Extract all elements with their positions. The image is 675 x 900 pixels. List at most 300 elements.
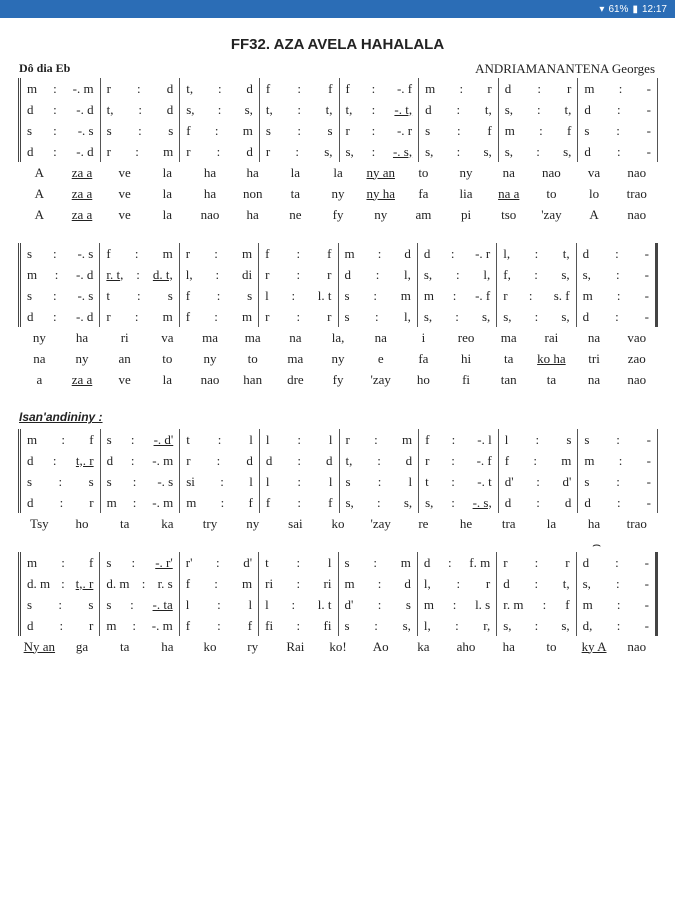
measure bbox=[259, 471, 339, 492]
lyric-syllable: ha bbox=[75, 329, 89, 345]
note: m bbox=[162, 245, 173, 261]
beat-separator: : bbox=[456, 101, 461, 117]
note: r bbox=[106, 80, 111, 96]
note: -. d' bbox=[153, 431, 174, 447]
note: f bbox=[328, 80, 333, 96]
note: d, bbox=[582, 617, 593, 633]
note: l, bbox=[423, 575, 431, 591]
measure bbox=[339, 471, 419, 492]
lyric-syllable: an bbox=[118, 350, 131, 366]
note: -. f bbox=[396, 80, 413, 96]
lyric-syllable: ve bbox=[118, 185, 131, 201]
note: l, bbox=[185, 266, 193, 282]
voice-row bbox=[18, 264, 658, 285]
measure bbox=[338, 264, 417, 285]
beat-separator: : bbox=[377, 245, 382, 261]
note: s, bbox=[345, 494, 354, 510]
beat-separator: : bbox=[615, 245, 619, 261]
note: -. f bbox=[476, 452, 492, 468]
measure bbox=[496, 615, 575, 636]
note: l, bbox=[404, 266, 411, 282]
measure bbox=[179, 573, 258, 594]
lyric-syllable: nao bbox=[200, 206, 220, 222]
measure bbox=[498, 429, 578, 450]
measure bbox=[577, 120, 658, 141]
measure bbox=[498, 492, 578, 513]
beat-separator: : bbox=[291, 596, 296, 612]
note: l. t bbox=[317, 596, 332, 612]
note: f bbox=[89, 554, 94, 570]
beat-separator: : bbox=[137, 80, 141, 96]
beat-separator: : bbox=[217, 596, 221, 612]
measure bbox=[259, 141, 339, 162]
beat-separator: : bbox=[371, 101, 376, 117]
measure bbox=[496, 264, 575, 285]
note: s bbox=[168, 122, 174, 138]
note: m bbox=[27, 266, 38, 282]
note: f bbox=[247, 617, 253, 633]
note: s, bbox=[244, 101, 253, 117]
lyric-syllable: ha bbox=[587, 515, 601, 531]
note: -. l bbox=[477, 431, 492, 447]
note: m bbox=[402, 431, 413, 447]
beat-separator: : bbox=[615, 575, 620, 591]
note: m bbox=[242, 308, 253, 324]
measure bbox=[18, 429, 100, 450]
beat-separator: : bbox=[536, 473, 540, 489]
voice-row bbox=[18, 573, 658, 594]
lyric-syllable: nao bbox=[200, 371, 220, 387]
note: r bbox=[345, 122, 350, 138]
note: d bbox=[344, 266, 351, 282]
music-system-2 bbox=[18, 243, 658, 390]
lyric-syllable: la bbox=[162, 185, 173, 201]
measure bbox=[339, 120, 419, 141]
lyric-syllable: ko! bbox=[329, 638, 347, 654]
beat-separator: : bbox=[374, 617, 378, 633]
note: m bbox=[561, 452, 572, 468]
note: - bbox=[646, 473, 651, 489]
note: t, bbox=[345, 101, 353, 117]
note: l bbox=[408, 473, 413, 489]
note: l bbox=[265, 287, 269, 303]
note: m bbox=[584, 80, 595, 96]
measure bbox=[259, 492, 339, 513]
beat-separator: : bbox=[616, 473, 620, 489]
note: d bbox=[582, 554, 590, 570]
lyric-syllable: za a bbox=[71, 206, 93, 222]
beat-separator: : bbox=[297, 473, 301, 489]
beat-separator: : bbox=[52, 452, 57, 468]
measure bbox=[496, 573, 575, 594]
note: m bbox=[584, 452, 595, 468]
note: l bbox=[249, 473, 253, 489]
note: t, bbox=[564, 101, 572, 117]
beat-separator: : bbox=[377, 473, 382, 489]
measure bbox=[418, 78, 498, 99]
note: t, bbox=[484, 101, 492, 117]
measure bbox=[339, 492, 419, 513]
measure bbox=[338, 306, 417, 327]
beat-separator: : bbox=[132, 494, 137, 510]
note: s bbox=[425, 122, 431, 138]
lyric-syllable: dre bbox=[287, 371, 304, 387]
measure bbox=[576, 285, 658, 306]
note: - bbox=[646, 431, 651, 447]
lyric-syllable: ve bbox=[118, 371, 131, 387]
beat-separator: : bbox=[455, 266, 460, 282]
beat-separator: : bbox=[616, 596, 621, 612]
note: l bbox=[327, 554, 332, 570]
note: - bbox=[646, 80, 651, 96]
lyric-syllable: ha bbox=[502, 638, 515, 654]
lyric-syllable: ry bbox=[247, 638, 259, 654]
beat-separator: : bbox=[59, 617, 64, 633]
clock: 12:17 bbox=[641, 3, 667, 15]
note: d bbox=[106, 452, 114, 468]
note: r bbox=[265, 266, 270, 282]
lyric-syllable: na a bbox=[498, 185, 520, 201]
beat-separator: : bbox=[374, 431, 378, 447]
key-signature: Dô dia Eb bbox=[19, 61, 71, 75]
measure bbox=[179, 78, 259, 99]
beat-separator: : bbox=[377, 575, 382, 591]
note: f bbox=[265, 245, 270, 261]
battery-level: 61% bbox=[608, 3, 629, 15]
beat-separator: : bbox=[53, 122, 57, 138]
note: d bbox=[504, 80, 512, 96]
note: s, bbox=[504, 143, 514, 159]
measure bbox=[417, 264, 496, 285]
lyric-syllable: Ao bbox=[372, 638, 389, 654]
lyric-syllable: A bbox=[589, 206, 599, 222]
voice-row bbox=[18, 492, 658, 513]
note: m bbox=[400, 287, 411, 303]
note: -. s bbox=[77, 287, 94, 303]
voice-row bbox=[18, 552, 658, 573]
beat-separator: : bbox=[377, 494, 381, 510]
beat-separator: : bbox=[615, 308, 619, 324]
lyric-syllable: trao bbox=[626, 185, 647, 201]
note: d' bbox=[562, 473, 572, 489]
beat-separator: : bbox=[616, 287, 621, 303]
note: r bbox=[327, 308, 332, 324]
lyric-syllable: ha bbox=[203, 185, 217, 201]
note: s bbox=[106, 473, 112, 489]
lyric-syllable: he bbox=[459, 515, 473, 531]
note: s bbox=[247, 287, 253, 303]
lyric-syllable: re bbox=[418, 515, 429, 531]
note: r, bbox=[483, 617, 491, 633]
lyric-syllable: to bbox=[418, 164, 429, 180]
measure bbox=[576, 573, 658, 594]
music-system-4 bbox=[18, 552, 658, 657]
beat-separator: : bbox=[533, 452, 537, 468]
beat-separator: : bbox=[451, 473, 455, 489]
measure bbox=[417, 243, 496, 264]
measure bbox=[418, 450, 498, 471]
measure bbox=[338, 594, 417, 615]
beat-separator: : bbox=[455, 617, 459, 633]
beat-separator: : bbox=[296, 308, 301, 324]
composer: ANDRIAMANANTENA Georges bbox=[475, 61, 655, 76]
note: r bbox=[487, 80, 492, 96]
lyric-syllable: ne bbox=[289, 206, 302, 222]
note: s, bbox=[403, 494, 413, 510]
beat-separator: : bbox=[371, 80, 376, 96]
measure bbox=[577, 450, 658, 471]
lyric-syllable: za a bbox=[71, 371, 93, 387]
note: -. d bbox=[76, 266, 94, 282]
note: d bbox=[584, 143, 591, 159]
note: r bbox=[186, 143, 191, 159]
note: f, bbox=[503, 266, 511, 282]
note: t bbox=[425, 473, 429, 489]
lyric-syllable: ho bbox=[416, 371, 430, 387]
lyric-syllable: 'zay bbox=[370, 515, 391, 531]
measure bbox=[576, 306, 658, 327]
lyric-syllable: ny bbox=[374, 206, 388, 222]
note: t bbox=[265, 554, 269, 570]
note: t, bbox=[345, 452, 353, 468]
lyric-syllable: ta bbox=[504, 350, 514, 366]
note: m bbox=[163, 143, 174, 159]
note: -. m bbox=[151, 617, 173, 633]
beat-separator: : bbox=[534, 617, 539, 633]
beat-separator: : bbox=[450, 245, 455, 261]
note: l, bbox=[404, 308, 411, 324]
measure bbox=[18, 552, 99, 573]
lyric-syllable: la, bbox=[331, 329, 345, 345]
lyric-syllable: ga bbox=[75, 638, 89, 654]
note: m bbox=[27, 80, 38, 96]
note: r bbox=[106, 308, 111, 324]
measure bbox=[179, 615, 258, 636]
voice-row bbox=[18, 306, 658, 327]
beat-separator: : bbox=[451, 494, 455, 510]
note: d bbox=[27, 617, 34, 633]
lyric-syllable: la bbox=[162, 164, 173, 180]
beat-separator: : bbox=[456, 143, 461, 159]
measure bbox=[496, 552, 575, 573]
beat-separator: : bbox=[214, 245, 218, 261]
lyric-syllable: to bbox=[162, 350, 173, 366]
beat-separator: : bbox=[53, 143, 57, 159]
beat-separator: : bbox=[373, 287, 377, 303]
lyric-syllable: tso bbox=[501, 206, 517, 222]
beat-separator: : bbox=[61, 431, 66, 447]
measure bbox=[18, 243, 99, 264]
measure bbox=[339, 429, 419, 450]
beat-separator: : bbox=[536, 101, 541, 117]
note: s bbox=[344, 554, 350, 570]
voice-row bbox=[18, 429, 658, 450]
staff bbox=[18, 243, 658, 327]
note: d' bbox=[344, 596, 354, 612]
note: di bbox=[242, 266, 253, 282]
measure bbox=[18, 285, 99, 306]
voice-row bbox=[18, 615, 658, 636]
note: l bbox=[504, 431, 509, 447]
note: d bbox=[425, 101, 432, 117]
measure bbox=[99, 306, 178, 327]
note: f bbox=[567, 122, 572, 138]
note: m bbox=[504, 122, 515, 138]
staff bbox=[18, 552, 658, 636]
beat-separator: : bbox=[536, 143, 540, 159]
lyric-syllable: to bbox=[546, 185, 557, 201]
beat-separator: : bbox=[616, 617, 621, 633]
wifi-icon: ▾ bbox=[599, 3, 605, 15]
lyric-syllable: ta bbox=[119, 515, 130, 531]
lyric-syllable: A bbox=[34, 164, 45, 180]
lyric-line bbox=[18, 327, 658, 348]
beat-separator: : bbox=[297, 452, 301, 468]
note: -. m bbox=[152, 494, 174, 510]
lyric-syllable: zao bbox=[627, 350, 646, 366]
lyric-syllable: fa bbox=[418, 350, 429, 366]
beat-separator: : bbox=[296, 575, 301, 591]
beat-separator: : bbox=[296, 266, 301, 282]
measure bbox=[18, 450, 100, 471]
lyric-syllable: na bbox=[502, 164, 515, 180]
note: d bbox=[166, 101, 174, 117]
note: - bbox=[644, 617, 649, 633]
lyric-syllable: ha bbox=[203, 164, 217, 180]
measure bbox=[576, 615, 658, 636]
note: f. m bbox=[469, 554, 491, 570]
measure bbox=[179, 594, 258, 615]
note: f bbox=[89, 431, 94, 447]
beat-separator: : bbox=[135, 143, 139, 159]
lyric-syllable: non bbox=[242, 185, 263, 201]
lyric-syllable: ko bbox=[203, 638, 217, 654]
beat-separator: : bbox=[52, 308, 57, 324]
measure bbox=[338, 285, 417, 306]
beat-separator: : bbox=[138, 101, 142, 117]
note: f bbox=[185, 308, 191, 324]
lyric-syllable: to bbox=[546, 638, 557, 654]
beat-separator: : bbox=[616, 494, 621, 510]
beat-separator: : bbox=[616, 143, 621, 159]
lyric-syllable: za a bbox=[71, 164, 93, 180]
lyric-syllable: ma bbox=[287, 350, 304, 366]
beat-separator: : bbox=[618, 80, 623, 96]
note: m bbox=[344, 245, 355, 261]
lyric-syllable: va bbox=[587, 164, 601, 180]
measure bbox=[418, 492, 498, 513]
voice-row bbox=[18, 243, 658, 264]
lyric-syllable: rai bbox=[544, 329, 559, 345]
note: -. r bbox=[475, 245, 491, 261]
measure bbox=[496, 285, 575, 306]
measure bbox=[18, 141, 100, 162]
measure bbox=[339, 99, 419, 120]
note: -. d bbox=[76, 143, 94, 159]
measure bbox=[339, 78, 419, 99]
note: s bbox=[106, 431, 112, 447]
lyric-syllable: A bbox=[34, 185, 45, 201]
note: l bbox=[328, 473, 333, 489]
lyric-syllable: A bbox=[34, 206, 45, 222]
beat-separator: : bbox=[217, 431, 222, 447]
measure bbox=[577, 492, 658, 513]
measure bbox=[179, 99, 259, 120]
measure bbox=[338, 615, 417, 636]
lyric-syllable: ny an bbox=[366, 164, 395, 180]
beat-separator: : bbox=[452, 287, 457, 303]
beat-separator: : bbox=[455, 308, 459, 324]
beat-separator: : bbox=[297, 80, 301, 96]
note: r bbox=[345, 431, 350, 447]
note: m bbox=[400, 554, 411, 570]
note: d bbox=[27, 143, 34, 159]
note: t, bbox=[325, 101, 333, 117]
note: r bbox=[327, 266, 332, 282]
note: s, bbox=[423, 308, 433, 324]
note: s bbox=[27, 287, 33, 303]
note: fi bbox=[265, 617, 274, 633]
note: s bbox=[566, 431, 572, 447]
note: -. s bbox=[77, 122, 94, 138]
beat-separator: : bbox=[132, 617, 136, 633]
note: r bbox=[425, 452, 430, 468]
measure bbox=[99, 594, 178, 615]
lyric-syllable: ma bbox=[202, 329, 218, 345]
note: d bbox=[582, 245, 590, 261]
measure bbox=[417, 285, 496, 306]
lyric-syllable: tra bbox=[501, 515, 516, 531]
note: -. s bbox=[77, 245, 94, 261]
beat-separator: : bbox=[456, 122, 461, 138]
lyric-syllable: la bbox=[546, 515, 557, 531]
beat-separator: : bbox=[53, 101, 57, 117]
note: s bbox=[88, 473, 94, 489]
note: m bbox=[425, 80, 436, 96]
note: l, bbox=[423, 617, 431, 633]
note: t, bbox=[186, 80, 194, 96]
note: s, bbox=[561, 617, 570, 633]
lyric-syllable: trao bbox=[626, 515, 647, 531]
beat-separator: : bbox=[216, 143, 221, 159]
lyric-line bbox=[18, 369, 658, 390]
measure bbox=[498, 120, 578, 141]
lyric-syllable: ma bbox=[500, 329, 517, 345]
beat-separator: : bbox=[137, 287, 141, 303]
note: d bbox=[246, 143, 253, 159]
lyric-syllable: la bbox=[162, 371, 173, 387]
lyric-syllable: try bbox=[202, 515, 218, 531]
beat-separator: : bbox=[448, 554, 452, 570]
note: - bbox=[646, 122, 651, 138]
measure bbox=[577, 429, 658, 450]
measure bbox=[179, 492, 259, 513]
note: d bbox=[503, 575, 510, 591]
fermata-icon: ⌢ bbox=[592, 536, 602, 552]
lyric-syllable: na bbox=[33, 350, 46, 366]
note: ri bbox=[265, 575, 274, 591]
note: -. t, bbox=[394, 101, 413, 117]
measure bbox=[258, 306, 337, 327]
note: s bbox=[27, 122, 33, 138]
note: d. t, bbox=[152, 266, 173, 282]
voice-row bbox=[18, 99, 658, 120]
note: d bbox=[404, 575, 411, 591]
beat-separator: : bbox=[216, 554, 220, 570]
note: d bbox=[27, 308, 34, 324]
beat-separator: : bbox=[534, 245, 539, 261]
lyric-syllable: fy bbox=[332, 371, 344, 387]
